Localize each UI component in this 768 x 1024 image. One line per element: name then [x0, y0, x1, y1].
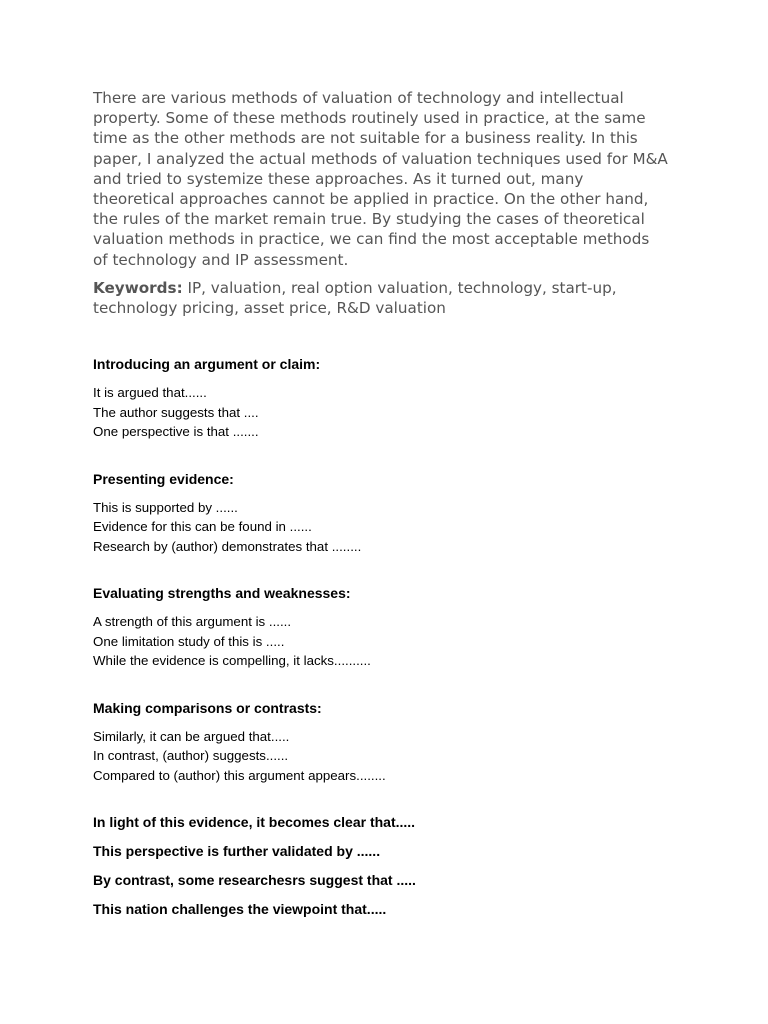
keywords-paragraph: [93, 278, 668, 318]
section-heading: Making comparisons or contrasts:: [93, 699, 322, 716]
phrase-line: One perspective is that .......: [93, 424, 259, 440]
section-comparisons-contrasts: [93, 699, 668, 786]
phrase-line: The author suggests that ....: [93, 404, 259, 420]
document-page: [93, 88, 668, 929]
abstract-paragraph: There are various methods of valuation of technology and intellectual property. Some of these methods routinely used in practice, at the same time as the other methods are not suitable for a business reality. In this paper, I analyzed the actual methods of valuation techniques used for M&A and tried to systemize these approaches. As it turned out, many theoretical approaches cannot be applied in practice. On the other hand, the rules of the market remain true. By studying the cases of theoretical valuation methods in practice, we can find the most acceptable methods of technology and IP assessment.: [93, 89, 668, 269]
phrase-list: [93, 727, 668, 786]
phrase-line: Compared to (author) this argument appears........: [93, 767, 386, 783]
closing-phrase: This perspective is further validated by ......: [93, 843, 381, 860]
phrase-list: [93, 612, 668, 671]
keywords-label: Keywords:: [93, 278, 183, 297]
closing-phrase: This nation challenges the viewpoint that.....: [93, 901, 387, 918]
closing-phrase: By contrast, some researchesrs suggest that .....: [93, 872, 416, 889]
phrase-line: One limitation study of this is .....: [93, 633, 285, 649]
closing-phrases: [93, 813, 668, 918]
section-introducing-claim: [93, 355, 668, 442]
section-heading: Evaluating strengths and weaknesses:: [93, 585, 351, 602]
section-heading: Presenting evidence:: [93, 470, 234, 487]
section-strengths-weaknesses: [93, 584, 668, 671]
phrase-line: While the evidence is compelling, it lacks..........: [93, 653, 371, 669]
closing-phrase: In light of this evidence, it becomes clear that.....: [93, 814, 416, 831]
phrase-line: Evidence for this can be found in ......: [93, 519, 312, 535]
phrase-line: A strength of this argument is ......: [93, 614, 292, 630]
section-presenting-evidence: [93, 470, 668, 557]
phrase-line: It is argued that......: [93, 385, 207, 401]
phrase-list: [93, 498, 668, 557]
phrase-line: In contrast, (author) suggests......: [93, 748, 289, 764]
phrase-line: Research by (author) demonstrates that ........: [93, 538, 362, 554]
phrase-list: [93, 383, 668, 442]
phrase-line: Similarly, it can be argued that.....: [93, 728, 290, 744]
section-heading: Introducing an argument or claim:: [93, 356, 321, 373]
phrase-line: This is supported by ......: [93, 499, 238, 515]
keywords-text: IP, valuation, real option valuation, technology, start-up, technology pricing, asset price, R&D valuation: [93, 278, 617, 318]
